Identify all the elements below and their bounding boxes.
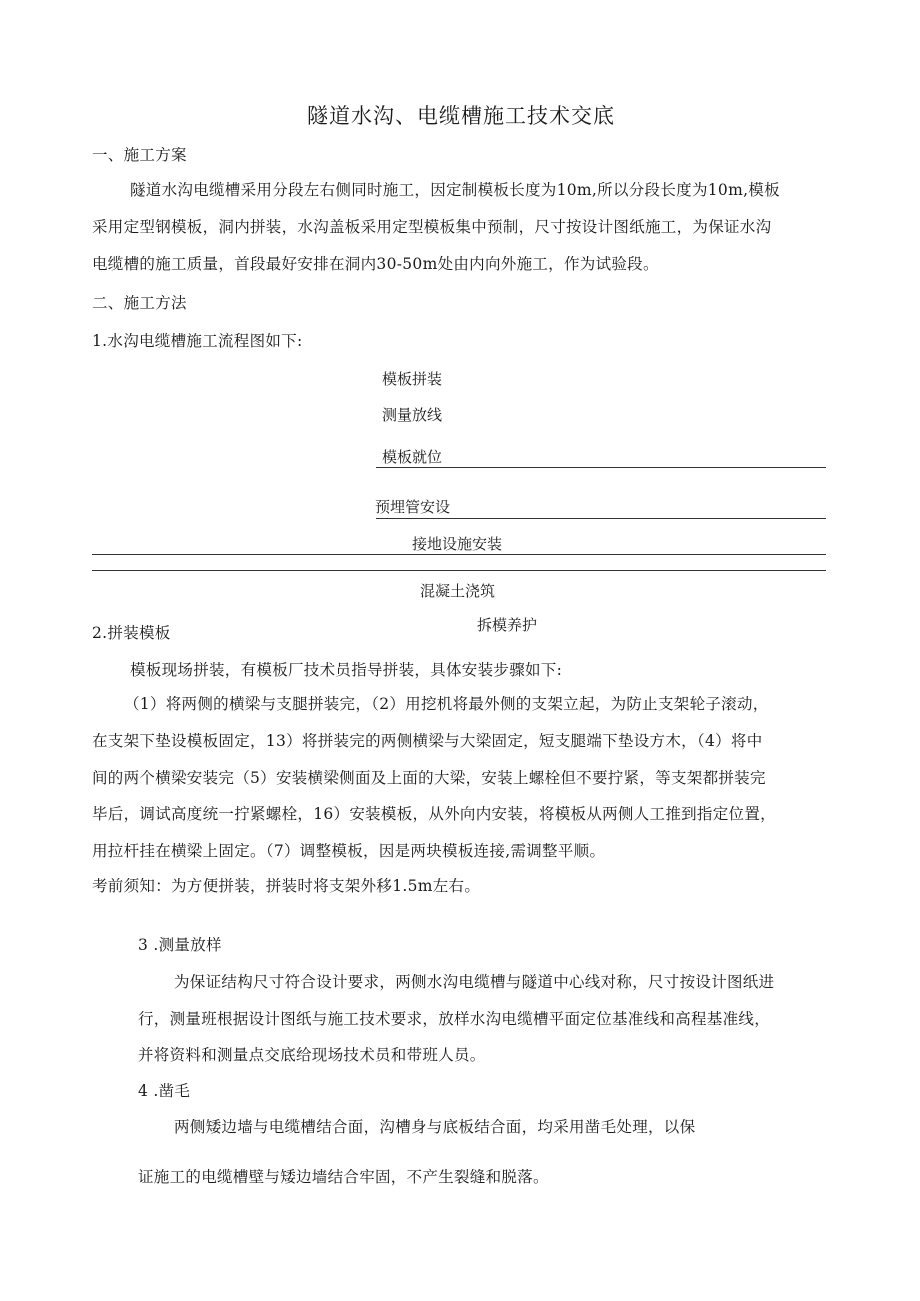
flow-divider [376, 518, 826, 519]
flow-divider [92, 554, 826, 555]
paragraph-line: 在支架下垫设模板固定，13）将拼装完的两侧横梁与大梁固定，短支腿端下垫设方木，（4）将中 [92, 732, 763, 750]
flow-step: 模板拼装 [382, 370, 443, 388]
paragraph-line: 电缆槽的施工质量，首段最好安排在洞内30-50m处由内向外施工，作为试验段。 [92, 255, 659, 273]
paragraph-line: 并将资料和测量点交底给现场技术员和带班人员。 [138, 1046, 486, 1064]
paragraph-line: 采用定型钢模板，洞内拼装，水沟盖板采用定型模板集中预制，尺寸按设计图纸施工，为保证水沟 [92, 218, 772, 236]
subsection-heading-1: 1.水沟电缆槽施工流程图如下: [92, 332, 303, 350]
paragraph-line: 为保证结构尺寸符合设计要求，两侧水沟电缆槽与隧道中心线对称，尺寸按设计图纸进 [174, 973, 775, 991]
section-heading-2: 二、施工方法 [92, 294, 187, 312]
subsection-heading-2: 2.拼装模板 [92, 624, 171, 642]
paragraph-line: 行，测量班根据设计图纸与施工技术要求，放样水沟电缆槽平面定位基准线和高程基准线， [138, 1010, 771, 1028]
note-line: 考前须知：为方便拼装，拼装时将支架外移1.5m左右。 [92, 877, 481, 895]
flow-step: 混凝土浇筑 [420, 582, 496, 600]
flow-step: 预埋管安设 [375, 498, 451, 516]
document-title: 隧道水沟、电缆槽施工技术交底 [307, 104, 615, 128]
paragraph-line: 间的两个横梁安装完（5）安装横梁侧面及上面的大梁，安装上螺栓但不要拧紧，等支架都拼装完 [92, 769, 766, 787]
paragraph-line: 毕后，调试高度统一拧紧螺栓，16）安装模板，从外向内安装，将模板从两侧人工推到指定位置， [92, 805, 776, 823]
paragraph-line: 证施工的电缆槽壁与矮边墙结合牢固，不产生裂缝和脱落。 [138, 1168, 549, 1186]
flow-step: 测量放线 [382, 406, 443, 424]
paragraph-line: 模板现场拼装，有模板厂技术员指导拼装，具体安装步骤如下: [130, 661, 563, 679]
paragraph-line: （1）将两侧的横梁与支腿拼装完，（2）用挖机将最外侧的支架立起，为防止支架轮子滚动， [124, 695, 769, 713]
flow-step: 模板就位 [382, 448, 443, 466]
section-heading-1: 一、施工方案 [92, 146, 187, 164]
paragraph-line: 两侧矮边墙与电缆槽结合面，沟槽身与底板结合面，均采用凿毛处理，以保 [174, 1118, 696, 1136]
flow-divider [376, 467, 826, 468]
subsection-heading-4: 4 .凿毛 [138, 1082, 191, 1100]
flow-divider [92, 570, 826, 571]
paragraph-line: 隧道水沟电缆槽采用分段左右侧同时施工，因定制模板长度为10m,所以分段长度为10m,模板 [130, 181, 780, 199]
flow-step: 接地设施安装 [412, 535, 503, 553]
subsection-heading-3: 3 .测量放样 [138, 936, 222, 954]
flow-step: 拆模养护 [477, 616, 538, 634]
paragraph-line: 用拉杆挂在横梁上固定。（7）调整模板，因是两块模板连接,需调整平顺。 [92, 842, 606, 860]
